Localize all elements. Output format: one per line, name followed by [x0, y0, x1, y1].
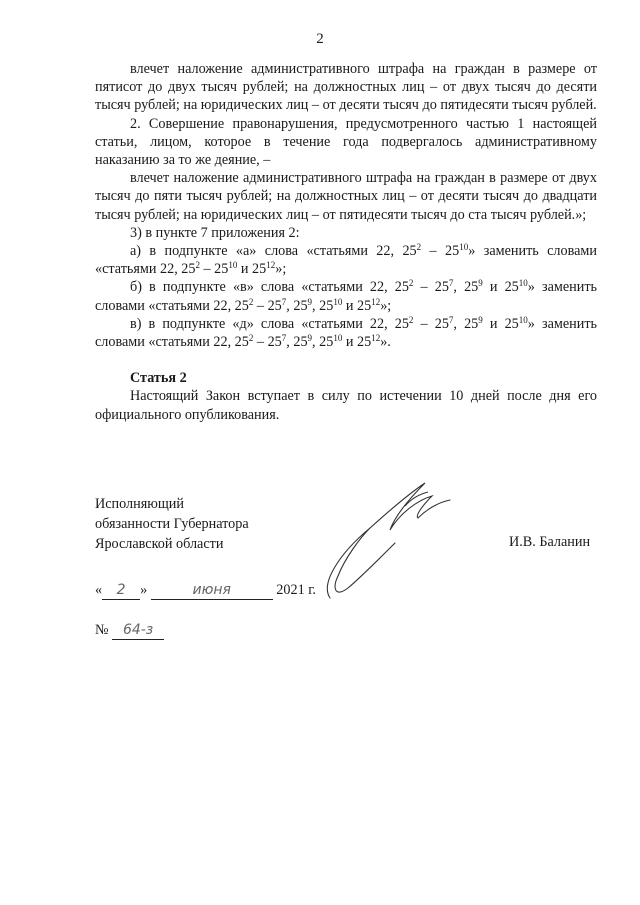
document-body	[95, 60, 597, 424]
signatory-line-2: обязанности Губернатора	[95, 516, 249, 532]
page-number: 2	[316, 31, 324, 47]
signatory-name: И.В. Баланин	[509, 534, 591, 550]
law-number: № 64-з	[95, 622, 164, 640]
handwritten-signature	[300, 458, 460, 608]
paragraph-item-b: б) в подпункте «в» слова «статьями 22, $25^2 - 25^7$, $25^9$ и $25^{10}$» заменить словами «статьями 22, $25^2 - 25^7$, $25^9$, $25^{10}$ и $25^{12}$»;	[95, 278, 597, 314]
paragraph-item-v: в) в подпункте «д» слова «статьями 22, $25^2 - 25^7$, $25^9$ и $25^{10}$» заменить словами «статьями 22, $25^2 - 25^7$, $25^9$, $25^{10}$ и $25^{12}$».	[95, 314, 597, 351]
paragraph-part-2: 2. Совершение правонарушения, предусмотренного частью 1 настоящей статьи, лицом, которое в течение года подвергалось административному наказанию за то же деяние, –	[95, 115, 597, 169]
paragraph-item-3: 3) в пункте 7 приложения 2:	[130, 224, 300, 241]
handwritten-number: 64-з	[122, 622, 154, 638]
paragraph-penalty-2: влечет наложение административного штрафа на граждан в размере от двух тысяч до пяти тысяч рублей; на должностных лиц – от десяти тысяч до двадцати тысяч рублей; на юридических лиц – от пятидесяти тысяч до ста тысяч рублей.»;	[95, 170, 597, 223]
paragraph-item-a: а) в подпункте «а» слова «статьями 22, $25^2 - 25^{10}$» заменить словами «статьями 22, $25^2 - 25^{10}$ и $25^{12}$»;	[95, 242, 597, 278]
signatory-line-1: Исполняющий	[95, 496, 184, 512]
paragraph-penalty-1: влечет наложение административного штрафа на граждан в размере от пятисот до двух тысяч рублей; на должностных лиц – от двух тысяч до десяти тысяч рублей; на юридических лиц – от десяти тысяч до пятидесяти тысяч рублей.	[95, 61, 597, 114]
signatory-title	[95, 494, 249, 554]
handwritten-day: 2	[116, 582, 126, 598]
article-2-heading: Статья 2	[130, 370, 187, 387]
article-2-text: Настоящий Закон вступает в силу по истечении 10 дней после дня его официального опубликования.	[95, 388, 597, 423]
handwritten-month: июня	[192, 582, 231, 598]
signing-date: « 2 » июня 2021 г.	[95, 582, 316, 598]
signatory-line-3: Ярославской области	[95, 536, 224, 552]
